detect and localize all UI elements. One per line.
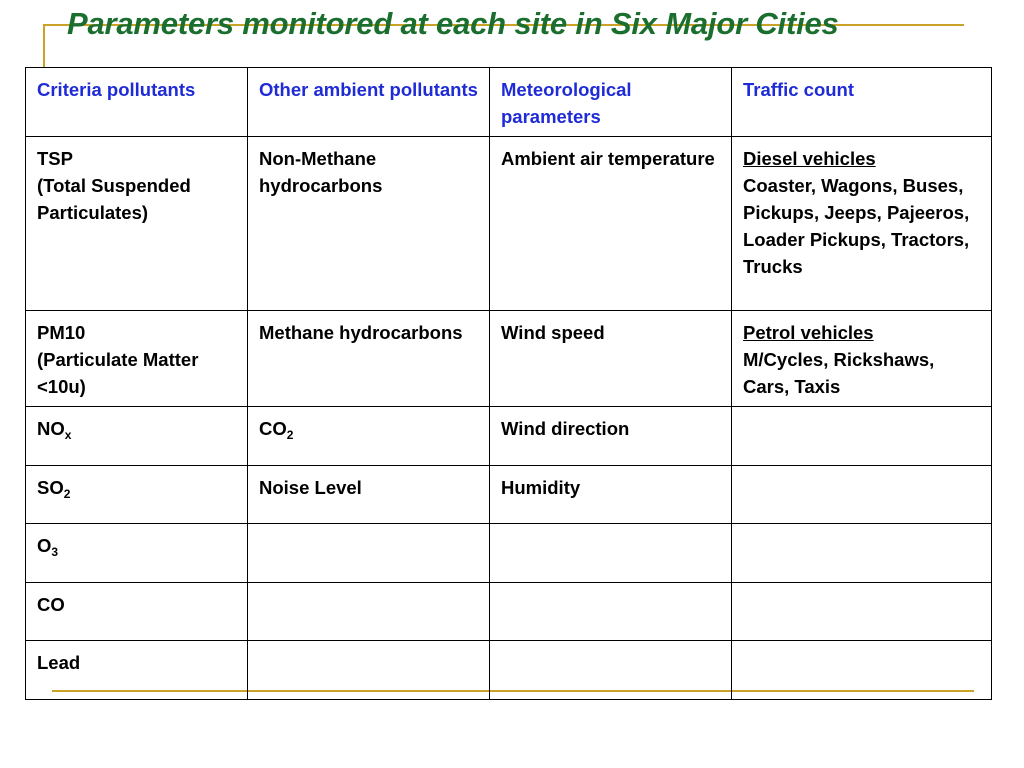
cell-meteorological: Humidity [490,465,732,524]
table-row [26,311,992,407]
cell-ambient [248,407,490,466]
header-criteria-pollutants: Criteria pollutants [26,68,248,137]
cell-traffic [732,311,992,407]
pollutant-description: (Particulate Matter <10u) [37,349,199,397]
table-row [26,582,992,641]
cell-traffic [732,137,992,311]
vehicle-list: M/Cycles, Rickshaws, Cars, Taxis [743,349,935,397]
cell-criteria [26,137,248,311]
cell-traffic [732,407,992,466]
pollutant-name: TSP [37,148,73,169]
pollutant-description: (Total Suspended Particulates) [37,175,191,223]
table-row [26,407,992,466]
cell-traffic [732,582,992,641]
slide-title: Parameters monitored at each site in Six Major Cities [67,6,839,41]
formula-subscript: 3 [51,545,59,559]
cell-ambient: Methane hydrocarbons [248,311,490,407]
cell-criteria: CO [26,582,248,641]
cell-meteorological [490,524,732,583]
cell-ambient: Noise Level [248,465,490,524]
cell-meteorological [490,582,732,641]
cell-criteria: Lead [26,641,248,700]
cell-traffic [732,465,992,524]
cell-ambient [248,582,490,641]
vehicle-category-heading: Diesel vehicles [743,148,876,169]
header-other-ambient-pollutants: Other ambient pollutants [248,68,490,137]
cell-traffic [732,524,992,583]
formula-base: SO [37,476,64,498]
formula-base: O [37,535,52,556]
cell-meteorological: Wind speed [490,311,732,407]
cell-criteria [26,311,248,407]
cell-criteria [26,407,248,466]
formula-subscript: 2 [286,428,294,442]
table-header-row [26,68,992,137]
cell-meteorological: Wind direction [490,407,732,466]
cell-ambient: Non-Methane hydrocarbons [248,137,490,311]
table-row [26,641,992,700]
formula-base: NO [37,418,65,439]
header-traffic-count: Traffic count [732,68,992,137]
formula-subscript: x [64,428,72,442]
vehicle-list: Coaster, Wagons, Buses, Pickups, Jeeps, Pajeeros, Loader Pickups, Tractors, Trucks [743,175,970,277]
cell-meteorological: Ambient air temperature [490,137,732,311]
cell-traffic [732,641,992,700]
table-row [26,524,992,583]
formula-base: CO [259,418,287,439]
frame-line-left [43,24,45,68]
cell-ambient [248,524,490,583]
pollutant-name: PM10 [37,322,86,343]
table-row [26,465,992,524]
vehicle-category-heading: Petrol vehicles [743,322,874,343]
cell-ambient [248,641,490,700]
header-meteorological-parameters: Meteorological parameters [490,68,732,137]
cell-criteria [26,465,248,524]
cell-meteorological [490,641,732,700]
table-row [26,137,992,311]
formula-subscript: 2 [63,486,71,501]
parameters-table [25,67,992,700]
cell-criteria [26,524,248,583]
